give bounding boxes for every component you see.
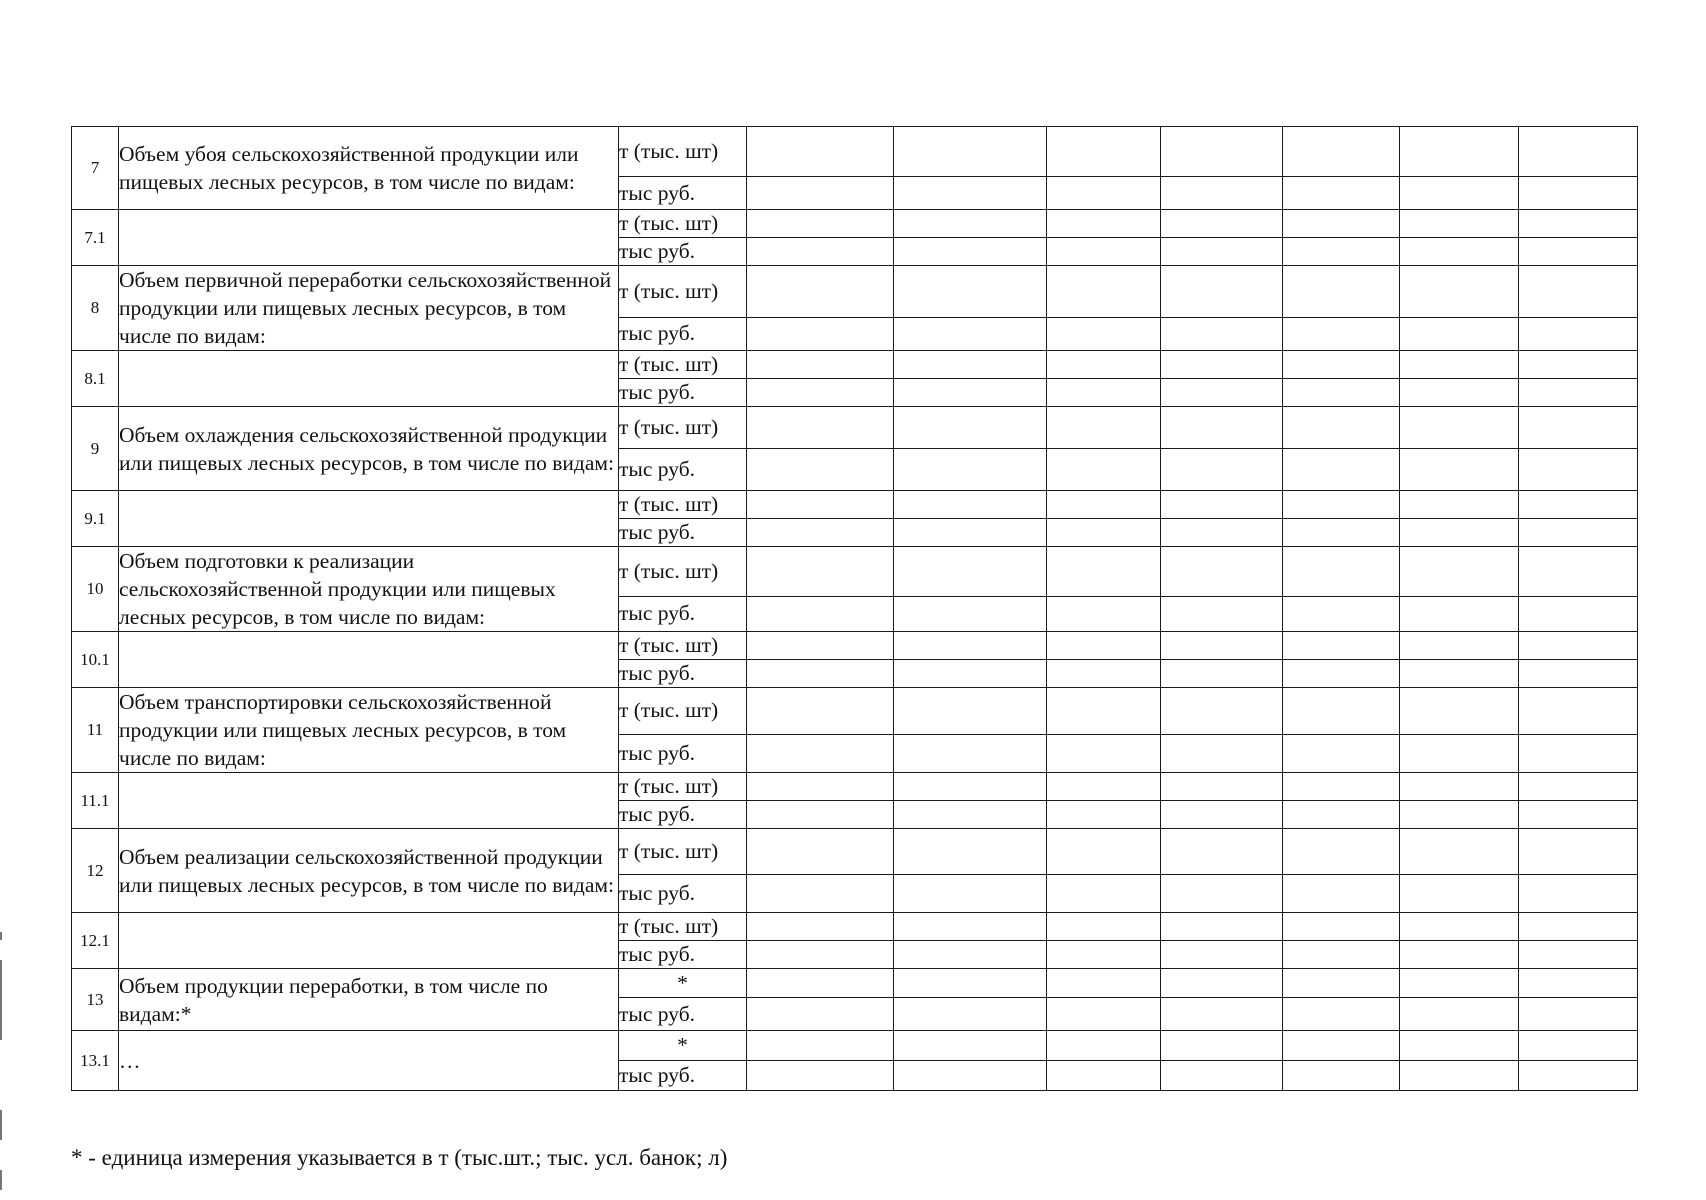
indicator-name: Объем продукции переработки, в том числе по видам:* [119, 969, 619, 1031]
unit-cell: тыс руб. [619, 596, 747, 631]
value-cell[interactable] [1283, 519, 1400, 547]
unit-cell: т (тыс. шт) [619, 913, 747, 941]
value-cell[interactable] [1161, 351, 1283, 379]
unit-cell: тыс руб. [619, 519, 747, 547]
value-cell[interactable] [1400, 632, 1519, 660]
value-cell[interactable] [1047, 238, 1161, 266]
value-cell[interactable] [1400, 801, 1519, 829]
value-cell[interactable] [1400, 1061, 1519, 1091]
value-cell[interactable] [1161, 177, 1283, 210]
table-row [72, 351, 1638, 379]
value-cell[interactable] [894, 379, 1047, 407]
value-cell[interactable] [1161, 913, 1283, 941]
value-cell[interactable] [1283, 547, 1400, 597]
table-row [72, 127, 1638, 177]
value-cell[interactable] [1283, 127, 1400, 177]
table-row [72, 773, 1638, 801]
value-cell[interactable] [1400, 519, 1519, 547]
unit-cell: тыс руб. [619, 379, 747, 407]
unit-cell: т (тыс. шт) [619, 407, 747, 449]
value-cell[interactable] [747, 660, 894, 688]
unit-cell: т (тыс. шт) [619, 266, 747, 318]
value-cell[interactable] [894, 177, 1047, 210]
value-cell[interactable] [1400, 913, 1519, 941]
value-cell[interactable] [894, 941, 1047, 969]
unit-cell: * [619, 1031, 747, 1061]
table-row [72, 969, 1638, 998]
value-cell[interactable] [1047, 941, 1161, 969]
unit-cell: тыс руб. [619, 734, 747, 772]
indicator-name: Объем охлаждения сельскохозяйственной продукции или пищевых лесных ресурсов, в том числе по видам: [119, 407, 619, 491]
row-number: 13.1 [72, 1031, 119, 1091]
indicator-name: Объем убоя сельскохозяйственной продукции или пищевых лесных ресурсов, в том числе по видам: [119, 127, 619, 210]
value-cell[interactable] [1400, 547, 1519, 597]
value-cell[interactable] [1283, 177, 1400, 210]
value-cell[interactable] [1519, 449, 1638, 491]
value-cell[interactable] [894, 596, 1047, 631]
value-cell[interactable] [747, 801, 894, 829]
unit-cell: т (тыс. шт) [619, 351, 747, 379]
value-cell[interactable] [1519, 519, 1638, 547]
value-cell[interactable] [894, 875, 1047, 913]
value-cell[interactable] [1519, 596, 1638, 631]
row-number: 9.1 [72, 491, 119, 547]
row-number: 10.1 [72, 632, 119, 688]
unit-cell: тыс руб. [619, 238, 747, 266]
unit-cell: т (тыс. шт) [619, 127, 747, 177]
value-cell[interactable] [747, 407, 894, 449]
value-cell[interactable] [1161, 1031, 1283, 1061]
value-cell[interactable] [1400, 127, 1519, 177]
value-cell[interactable] [747, 875, 894, 913]
value-cell[interactable] [1283, 913, 1400, 941]
value-cell[interactable] [1400, 379, 1519, 407]
value-cell[interactable] [1400, 660, 1519, 688]
value-cell[interactable] [1047, 177, 1161, 210]
row-number: 11.1 [72, 773, 119, 829]
value-cell[interactable] [1047, 519, 1161, 547]
value-cell[interactable] [747, 688, 894, 735]
value-cell[interactable] [747, 1031, 894, 1061]
unit-cell: т (тыс. шт) [619, 829, 747, 875]
value-cell[interactable] [1283, 238, 1400, 266]
value-cell[interactable] [1161, 688, 1283, 735]
value-cell[interactable] [1400, 688, 1519, 735]
value-cell[interactable] [1283, 801, 1400, 829]
indicator-name [119, 491, 619, 547]
value-cell[interactable] [894, 491, 1047, 519]
value-cell[interactable] [894, 829, 1047, 875]
value-cell[interactable] [1283, 875, 1400, 913]
unit-cell: тыс руб. [619, 660, 747, 688]
value-cell[interactable] [894, 127, 1047, 177]
value-cell[interactable] [1519, 998, 1638, 1031]
value-cell[interactable] [1283, 266, 1400, 318]
value-cell[interactable] [1047, 449, 1161, 491]
value-cell[interactable] [747, 491, 894, 519]
value-cell[interactable] [1519, 266, 1638, 318]
value-cell[interactable] [747, 210, 894, 238]
value-cell[interactable] [894, 266, 1047, 318]
value-cell[interactable] [894, 1031, 1047, 1061]
indicator-name [119, 913, 619, 969]
value-cell[interactable] [1047, 773, 1161, 801]
value-cell[interactable] [747, 449, 894, 491]
value-cell[interactable] [747, 829, 894, 875]
value-cell[interactable] [1519, 1061, 1638, 1091]
value-cell[interactable] [1047, 660, 1161, 688]
indicator-name [119, 632, 619, 688]
value-cell[interactable] [1519, 127, 1638, 177]
value-cell[interactable] [1047, 1061, 1161, 1091]
row-number: 13 [72, 969, 119, 1031]
value-cell[interactable] [747, 519, 894, 547]
value-cell[interactable] [1283, 773, 1400, 801]
value-cell[interactable] [747, 177, 894, 210]
value-cell[interactable] [1519, 941, 1638, 969]
value-cell[interactable] [1519, 632, 1638, 660]
value-cell[interactable] [1047, 998, 1161, 1031]
table-row [72, 491, 1638, 519]
value-cell[interactable] [1161, 632, 1283, 660]
value-cell[interactable] [1161, 596, 1283, 631]
table-row [72, 688, 1638, 735]
value-cell[interactable] [1283, 210, 1400, 238]
value-cell[interactable] [1161, 238, 1283, 266]
indicator-name: Объем реализации сельскохозяйственной продукции или пищевых лесных ресурсов, в том числе по видам: [119, 829, 619, 913]
unit-cell: тыс руб. [619, 941, 747, 969]
value-cell[interactable] [1400, 449, 1519, 491]
value-cell[interactable] [894, 773, 1047, 801]
value-cell[interactable] [747, 596, 894, 631]
value-cell[interactable] [1283, 379, 1400, 407]
unit-cell: т (тыс. шт) [619, 688, 747, 735]
value-cell[interactable] [747, 998, 894, 1031]
value-cell[interactable] [1161, 547, 1283, 597]
value-cell[interactable] [1400, 407, 1519, 449]
value-cell[interactable] [1047, 379, 1161, 407]
value-cell[interactable] [1047, 266, 1161, 318]
value-cell[interactable] [1400, 1031, 1519, 1061]
value-cell[interactable] [747, 127, 894, 177]
value-cell[interactable] [1047, 1031, 1161, 1061]
indicator-name: Объем транспортировки сельскохозяйственной продукции или пищевых лесных ресурсов, в том числе по видам: [119, 688, 619, 773]
value-cell[interactable] [1161, 127, 1283, 177]
value-cell[interactable] [894, 238, 1047, 266]
value-cell[interactable] [1400, 875, 1519, 913]
value-cell[interactable] [1400, 998, 1519, 1031]
value-cell[interactable] [1047, 969, 1161, 998]
unit-cell: т (тыс. шт) [619, 773, 747, 801]
value-cell[interactable] [1283, 660, 1400, 688]
scan-edge-mark [0, 960, 2, 1040]
table-row [72, 266, 1638, 318]
value-cell[interactable] [1519, 688, 1638, 735]
row-number: 7 [72, 127, 119, 210]
value-cell[interactable] [1283, 1061, 1400, 1091]
value-cell[interactable] [894, 407, 1047, 449]
value-cell[interactable] [1047, 210, 1161, 238]
value-cell[interactable] [1161, 210, 1283, 238]
value-cell[interactable] [1161, 941, 1283, 969]
value-cell[interactable] [1161, 734, 1283, 772]
value-cell[interactable] [1161, 449, 1283, 491]
value-cell[interactable] [1400, 969, 1519, 998]
value-cell[interactable] [1283, 1031, 1400, 1061]
value-cell[interactable] [747, 379, 894, 407]
value-cell[interactable] [894, 1061, 1047, 1091]
value-cell[interactable] [1047, 407, 1161, 449]
row-number: 7.1 [72, 210, 119, 266]
unit-cell: тыс руб. [619, 998, 747, 1031]
value-cell[interactable] [1519, 773, 1638, 801]
value-cell[interactable] [1519, 317, 1638, 350]
value-cell[interactable] [1047, 127, 1161, 177]
value-cell[interactable] [1519, 407, 1638, 449]
unit-cell: т (тыс. шт) [619, 210, 747, 238]
value-cell[interactable] [1519, 238, 1638, 266]
unit-cell: тыс руб. [619, 317, 747, 350]
table-body [72, 127, 1638, 1091]
value-cell[interactable] [894, 519, 1047, 547]
value-cell[interactable] [1400, 177, 1519, 210]
value-cell[interactable] [1161, 875, 1283, 913]
unit-cell: т (тыс. шт) [619, 491, 747, 519]
value-cell[interactable] [1047, 688, 1161, 735]
value-cell[interactable] [1047, 596, 1161, 631]
indicator-name: Объем подготовки к реализации сельскохозяйственной продукции или пищевых лесных ресурсов, в том числе по видам: [119, 547, 619, 632]
value-cell[interactable] [1400, 210, 1519, 238]
value-cell[interactable] [894, 734, 1047, 772]
value-cell[interactable] [1519, 969, 1638, 998]
value-cell[interactable] [1047, 829, 1161, 875]
row-number: 10 [72, 547, 119, 632]
scan-edge-mark [0, 1110, 2, 1140]
value-cell[interactable] [1283, 596, 1400, 631]
value-cell[interactable] [894, 688, 1047, 735]
row-number: 11 [72, 688, 119, 773]
value-cell[interactable] [747, 969, 894, 998]
value-cell[interactable] [1161, 801, 1283, 829]
value-cell[interactable] [1519, 1031, 1638, 1061]
value-cell[interactable] [1283, 688, 1400, 735]
value-cell[interactable] [894, 801, 1047, 829]
table-row [72, 913, 1638, 941]
row-number: 8.1 [72, 351, 119, 407]
value-cell[interactable] [1161, 379, 1283, 407]
scan-edge-mark [0, 1170, 2, 1190]
value-cell[interactable] [1400, 596, 1519, 631]
value-cell[interactable] [1519, 801, 1638, 829]
value-cell[interactable] [894, 660, 1047, 688]
value-cell[interactable] [1047, 491, 1161, 519]
table-row [72, 547, 1638, 597]
table-row [72, 210, 1638, 238]
value-cell[interactable] [1283, 969, 1400, 998]
indicator-name: Объем первичной переработки сельскохозяйственной продукции или пищевых лесных ресурсов, в том числе по видам: [119, 266, 619, 351]
unit-cell: т (тыс. шт) [619, 547, 747, 597]
value-cell[interactable] [1161, 407, 1283, 449]
value-cell[interactable] [1161, 998, 1283, 1031]
value-cell[interactable] [1400, 734, 1519, 772]
value-cell[interactable] [747, 1061, 894, 1091]
value-cell[interactable] [894, 632, 1047, 660]
unit-cell: тыс руб. [619, 875, 747, 913]
value-cell[interactable] [1161, 491, 1283, 519]
value-cell[interactable] [1047, 351, 1161, 379]
value-cell[interactable] [1161, 660, 1283, 688]
value-cell[interactable] [894, 998, 1047, 1031]
value-cell[interactable] [894, 547, 1047, 597]
scan-edge-mark [0, 932, 2, 940]
value-cell[interactable] [1400, 491, 1519, 519]
value-cell[interactable] [1161, 317, 1283, 350]
value-cell[interactable] [1519, 660, 1638, 688]
indicators-table [71, 126, 1638, 1091]
value-cell[interactable] [1161, 773, 1283, 801]
unit-cell: тыс руб. [619, 449, 747, 491]
row-number: 12.1 [72, 913, 119, 969]
value-cell[interactable] [1519, 177, 1638, 210]
value-cell[interactable] [1047, 801, 1161, 829]
value-cell[interactable] [747, 238, 894, 266]
value-cell[interactable] [894, 449, 1047, 491]
value-cell[interactable] [1519, 351, 1638, 379]
value-cell[interactable] [1283, 941, 1400, 969]
value-cell[interactable] [1161, 519, 1283, 547]
unit-cell: тыс руб. [619, 1061, 747, 1091]
unit-cell: т (тыс. шт) [619, 632, 747, 660]
value-cell[interactable] [1047, 317, 1161, 350]
unit-cell: * [619, 969, 747, 998]
value-cell[interactable] [1283, 317, 1400, 350]
value-cell[interactable] [1161, 1061, 1283, 1091]
value-cell[interactable] [894, 351, 1047, 379]
value-cell[interactable] [1400, 941, 1519, 969]
value-cell[interactable] [1047, 547, 1161, 597]
indicator-name [119, 773, 619, 829]
value-cell[interactable] [747, 317, 894, 350]
value-cell[interactable] [1400, 317, 1519, 350]
value-cell[interactable] [1047, 734, 1161, 772]
value-cell[interactable] [747, 632, 894, 660]
value-cell[interactable] [894, 969, 1047, 998]
indicator-name: … [119, 1031, 619, 1091]
row-number: 8 [72, 266, 119, 351]
value-cell[interactable] [747, 351, 894, 379]
value-cell[interactable] [747, 266, 894, 318]
value-cell[interactable] [894, 317, 1047, 350]
value-cell[interactable] [1400, 351, 1519, 379]
indicator-name [119, 351, 619, 407]
value-cell[interactable] [747, 913, 894, 941]
value-cell[interactable] [747, 547, 894, 597]
value-cell[interactable] [747, 734, 894, 772]
value-cell[interactable] [747, 773, 894, 801]
value-cell[interactable] [1161, 266, 1283, 318]
indicator-name [119, 210, 619, 266]
table-row [72, 632, 1638, 660]
table-row [72, 829, 1638, 875]
value-cell[interactable] [747, 941, 894, 969]
value-cell[interactable] [1161, 969, 1283, 998]
value-cell[interactable] [1283, 829, 1400, 875]
row-number: 12 [72, 829, 119, 913]
value-cell[interactable] [1283, 998, 1400, 1031]
value-cell[interactable] [894, 913, 1047, 941]
value-cell[interactable] [1519, 547, 1638, 597]
unit-cell: тыс руб. [619, 177, 747, 210]
value-cell[interactable] [1519, 829, 1638, 875]
value-cell[interactable] [1400, 829, 1519, 875]
footnote: * - единица измерения указывается в т (тыс.шт.; тыс. усл. банок; л) [71, 1145, 728, 1170]
value-cell[interactable] [1519, 734, 1638, 772]
row-number: 9 [72, 407, 119, 491]
value-cell[interactable] [1047, 913, 1161, 941]
value-cell[interactable] [1400, 266, 1519, 318]
value-cell[interactable] [1519, 210, 1638, 238]
value-cell[interactable] [1283, 734, 1400, 772]
value-cell[interactable] [1047, 632, 1161, 660]
value-cell[interactable] [1283, 351, 1400, 379]
value-cell[interactable] [1283, 449, 1400, 491]
value-cell[interactable] [1519, 491, 1638, 519]
value-cell[interactable] [1519, 875, 1638, 913]
unit-cell: тыс руб. [619, 801, 747, 829]
value-cell[interactable] [1283, 632, 1400, 660]
value-cell[interactable] [1283, 491, 1400, 519]
value-cell[interactable] [894, 210, 1047, 238]
value-cell[interactable] [1161, 829, 1283, 875]
value-cell[interactable] [1400, 238, 1519, 266]
value-cell[interactable] [1519, 913, 1638, 941]
value-cell[interactable] [1047, 875, 1161, 913]
value-cell[interactable] [1400, 773, 1519, 801]
table-row [72, 407, 1638, 449]
value-cell[interactable] [1283, 407, 1400, 449]
value-cell[interactable] [1519, 379, 1638, 407]
table-row [72, 1031, 1638, 1061]
